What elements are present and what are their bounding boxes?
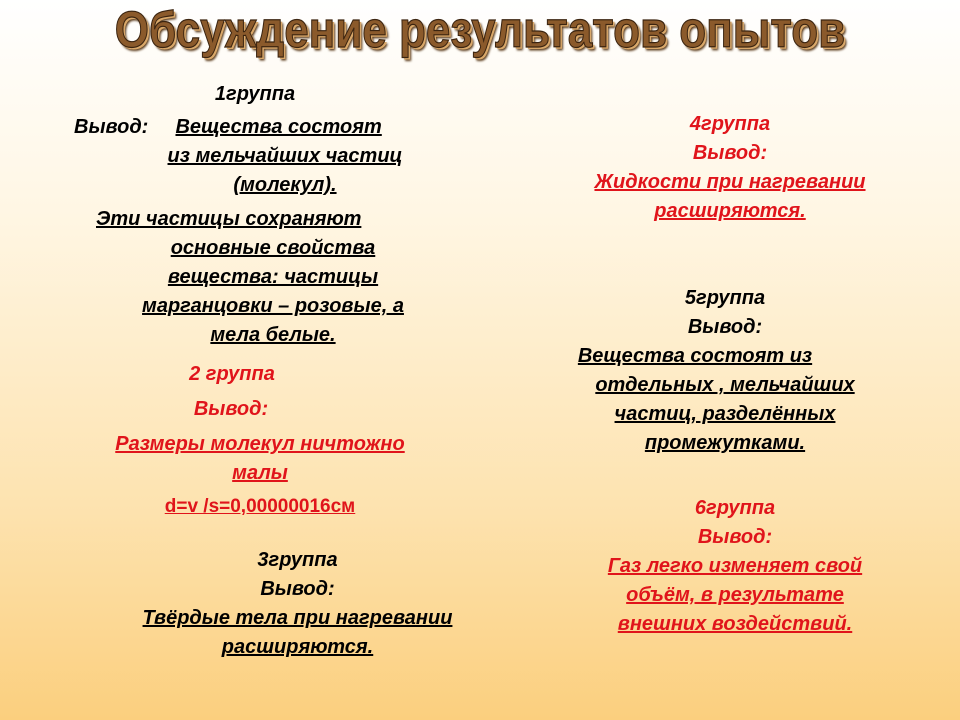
group-5-block bbox=[540, 284, 910, 458]
group-1-label: Вывод: bbox=[74, 116, 149, 138]
group-1-line-8: мела белые. bbox=[210, 324, 336, 346]
group-1-line-4: Эти частицы сохраняют bbox=[96, 208, 362, 230]
group-3-label: Вывод: bbox=[260, 578, 335, 600]
group-1-conclusion bbox=[60, 113, 460, 142]
group-6-block bbox=[550, 494, 920, 639]
group-1-block bbox=[200, 80, 310, 109]
group-1-text-b bbox=[78, 205, 468, 350]
group-4-heading: 4группа bbox=[689, 113, 771, 135]
group-1-text-a bbox=[100, 142, 470, 200]
group-2-label: Вывод: bbox=[193, 398, 269, 420]
group-6-line-1: Газ легко изменяет свой bbox=[607, 555, 863, 577]
group-2-heading: 2 группа bbox=[189, 363, 275, 385]
group-4-block bbox=[550, 110, 910, 226]
group-6-line-2: объём, в результате bbox=[626, 584, 844, 606]
group-3-line-2: расширяются. bbox=[221, 636, 374, 658]
group-3-line-1: Твёрдые тела при нагревании bbox=[142, 607, 453, 629]
group-1-line-6: вещества: частицы bbox=[167, 266, 379, 288]
group-2-line-2: малы bbox=[232, 462, 288, 484]
group-3-heading: 3группа bbox=[257, 549, 338, 571]
group-2-line-1: Размеры молекул ничтожно bbox=[115, 433, 405, 455]
group-3-block bbox=[100, 546, 495, 662]
group-1-line-2: из мельчайших частиц bbox=[167, 145, 403, 167]
slide-title: Обсуждение результатов опытов bbox=[114, 2, 846, 59]
group-4-line-2: расширяются. bbox=[654, 200, 806, 222]
group-1-line-1: Вещества состоят bbox=[175, 116, 382, 138]
group-5-heading: 5группа bbox=[684, 287, 766, 309]
group-5-line-1: Вещества состоят из bbox=[577, 345, 813, 367]
group-1-line-3: (молекул). bbox=[233, 174, 337, 196]
group-5-line-4: промежутками. bbox=[644, 432, 806, 454]
group-4-label: Вывод: bbox=[692, 142, 768, 164]
group-6-line-3: внешних воздействий. bbox=[617, 613, 853, 635]
group-1-line-5: основные свойства bbox=[170, 237, 376, 259]
group-5-line-3: частиц, разделённых bbox=[614, 403, 836, 425]
group-5-label: Вывод: bbox=[687, 316, 763, 338]
group-2-block bbox=[60, 360, 460, 521]
group-6-label: Вывод: bbox=[697, 526, 773, 548]
group-6-heading: 6группа bbox=[694, 497, 776, 519]
group-4-line-1: Жидкости при нагревании bbox=[594, 171, 866, 193]
group-5-line-2: отдельных , мельчайших bbox=[595, 374, 855, 396]
group-2-formula: d=v /s=0,00000016см bbox=[164, 496, 356, 517]
group-1-line-7: марганцовки – розовые, а bbox=[142, 295, 404, 317]
group-1-heading: 1группа bbox=[214, 83, 296, 105]
